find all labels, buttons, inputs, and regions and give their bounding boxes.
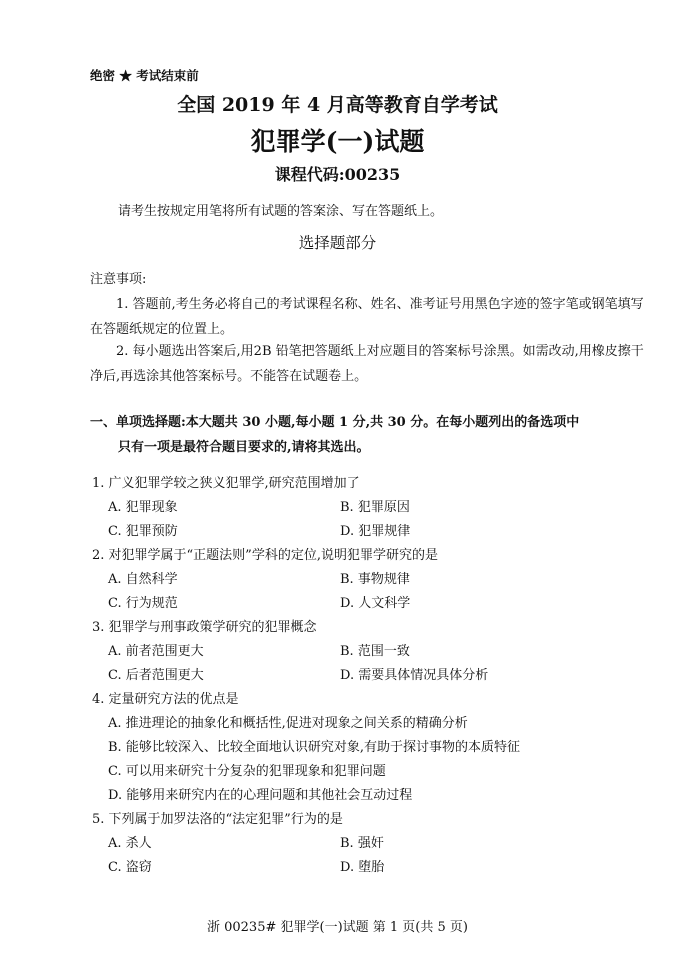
option-c: C. 后者范围更大 xyxy=(108,668,204,683)
exam-title: 全国 2019 年 4 月高等教育自学考试 xyxy=(177,94,498,116)
option-b: B. 能够比较深入、比较全面地认识研究对象,有助于探讨事物的本质特征 xyxy=(108,740,520,755)
course-code: 课程代码:00235 xyxy=(274,165,401,184)
page-footer: 浙 00235# 犯罪学(一)试题 第 1 页(共 5 页) xyxy=(206,920,468,935)
option-b: B. 范围一致 xyxy=(340,644,410,659)
option-d: D. 需要具体情况具体分析 xyxy=(340,668,489,683)
notice-item: 1. 答题前,考生务必将自己的考试课程名称、姓名、准考证号用黑色字迹的签字笔或钢笔填写在答题纸规定的位置上。 xyxy=(90,297,644,337)
confidentiality-mark: 绝密 ★ 考试结束前 xyxy=(90,68,199,83)
question-stem: 5. 下列属于加罗法洛的“法定犯罪”行为的是 xyxy=(92,812,343,827)
option-c: C. 犯罪预防 xyxy=(108,524,178,539)
question-stem: 4. 定量研究方法的优点是 xyxy=(92,692,239,707)
part-title-continued: 只有一项是最符合题目要求的,请将其选出。 xyxy=(118,440,370,455)
part-title: 一、单项选择题:本大题共 30 小题,每小题 1 分,共 30 分。在每小题列出的备选项中 xyxy=(90,415,580,430)
general-instruction: 请考生按规定用笔将所有试题的答案涂、写在答题纸上。 xyxy=(118,204,444,219)
option-a: A. 前者范围更大 xyxy=(108,644,204,659)
option-c: C. 可以用来研究十分复杂的犯罪现象和犯罪问题 xyxy=(108,764,386,779)
option-d: D. 堕胎 xyxy=(340,860,385,875)
notice-item: 2. 每小题选出答案后,用2B 铅笔把答题纸上对应题目的答案标号涂黑。如需改动,用橡皮擦干净后,再选涂其他答案标号。不能答在试题卷上。 xyxy=(90,344,644,384)
option-c: C. 盗窃 xyxy=(108,860,152,875)
question-stem: 2. 对犯罪学属于“正题法则”学科的定位,说明犯罪学研究的是 xyxy=(92,548,438,563)
option-c: C. 行为规范 xyxy=(108,596,178,611)
question-stem: 3. 犯罪学与刑事政策学研究的犯罪概念 xyxy=(92,620,317,635)
section-heading: 选择题部分 xyxy=(298,234,377,252)
option-b: B. 强奸 xyxy=(340,836,384,851)
subject-title: 犯罪学(一)试题 xyxy=(250,127,425,156)
option-d: D. 能够用来研究内在的心理问题和其他社会互动过程 xyxy=(108,788,413,803)
option-d: D. 犯罪规律 xyxy=(340,524,411,539)
question-stem: 1. 广义犯罪学较之狭义犯罪学,研究范围增加了 xyxy=(92,476,360,491)
notice-title: 注意事项: xyxy=(90,272,147,287)
option-b: B. 犯罪原因 xyxy=(340,500,410,515)
option-a: A. 自然科学 xyxy=(108,572,178,587)
option-a: A. 推进理论的抽象化和概括性,促进对现象之间关系的精确分析 xyxy=(108,716,468,731)
option-a: A. 杀人 xyxy=(108,836,152,851)
option-d: D. 人文科学 xyxy=(340,596,411,611)
option-b: B. 事物规律 xyxy=(340,572,410,587)
option-a: A. 犯罪现象 xyxy=(108,500,178,515)
